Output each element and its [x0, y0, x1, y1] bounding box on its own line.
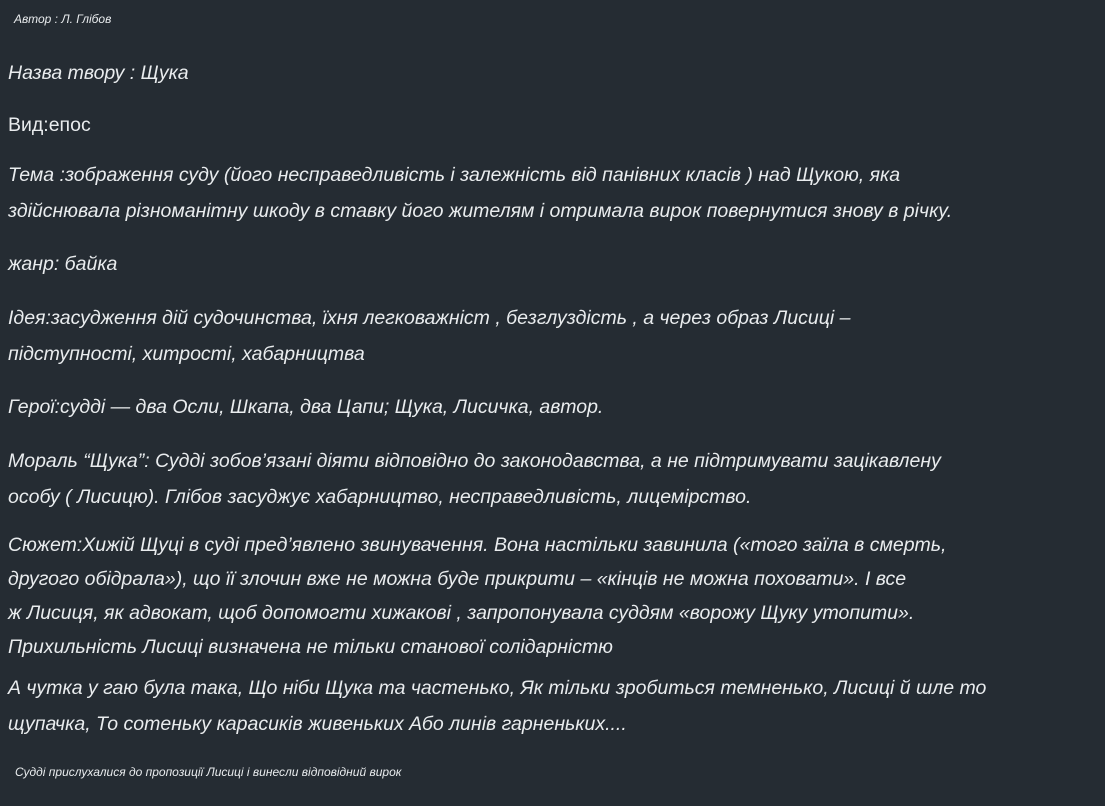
- kind-line: [8, 108, 1100, 144]
- plot-line: Прихильність Лисиці визначена не тільки станової солідарністю: [8, 636, 613, 658]
- theme-paragraph: [8, 158, 1100, 229]
- work-title-line: [8, 56, 1100, 92]
- plot-line: Сюжет:Хижій Щуці в суді пред’явлено звинувачення. Вона настільки завинила («того заїла в смерть,: [8, 534, 947, 556]
- theme-line: здійснювала різноманітну шкоду в ставку його жителям і отримала вирок повернутися знову в річку.: [8, 199, 953, 222]
- kind-text: Вид:епос: [8, 114, 91, 136]
- genre-line: [8, 247, 1100, 283]
- moral-line: особу ( Лисицю). Глібов засуджує хабарництво, несправедливість, лицемірство.: [8, 485, 752, 508]
- moral-paragraph: [8, 444, 1100, 515]
- theme-line: Тема :зображення суду (його несправедливість і залежність від панівних класів ) над Щукою, яка: [8, 164, 901, 186]
- genre-text: жанр: байка: [8, 253, 118, 275]
- quote-line: А чутка у гаю була така, Що ніби Щука та частенько, Як тільки зробиться темненько, Лисиці й шле то: [8, 677, 987, 699]
- idea-line: Ідея:засудження дій судочинства, їхня легковажніст , безглуздість , а через образ Лисиці –: [8, 307, 851, 329]
- idea-paragraph: [8, 301, 1100, 372]
- author-text: Автор : Л. Глібов: [14, 12, 112, 26]
- plot-paragraph: [8, 528, 1100, 664]
- idea-line: підступності, хитрості, хабарництва: [8, 342, 365, 365]
- moral-line: Мораль “Щука”: Судді зобов’язані діяти відповідно до законодавства, а не підтримувати зацікавлену: [8, 450, 941, 472]
- verdict-text: Судді прислухалися до пропозиції Лисиці і винесли відповідний вирок: [15, 765, 402, 779]
- heroes-line: [8, 390, 1100, 426]
- heroes-text: Герої:судді — два Осли, Шкапа, два Цапи; Щука, Лисичка, автор.: [8, 396, 604, 418]
- author-line: [14, 2, 1105, 38]
- quote-paragraph: [8, 671, 1100, 742]
- plot-line: другого обідрала»), що її злочин вже не можна буде прикрити – «кінців не можна поховати». І все: [8, 568, 907, 590]
- quote-line: щупачка, То сотеньку карасиків живеньких Або линів гарненьких....: [8, 712, 627, 735]
- verdict-line: [15, 755, 1105, 791]
- work-title-text: Назва твору : Щука: [8, 62, 189, 84]
- plot-line: ж Лисиця, як адвокат, щоб допомогти хижакові , запропонувала суддям «ворожу Щуку утопити».: [8, 602, 915, 624]
